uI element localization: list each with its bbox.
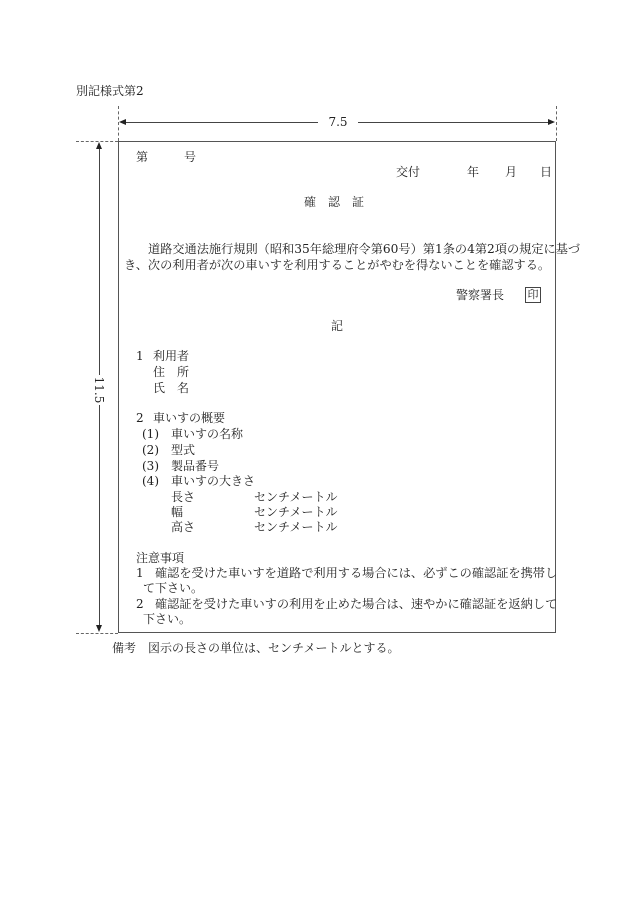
size-width-label: 幅: [171, 505, 184, 519]
year-label: 年: [467, 165, 480, 179]
seal-stamp: 印: [525, 287, 541, 303]
signatory: 警察署長: [456, 288, 505, 302]
form-label: 別記様式第2: [76, 84, 144, 98]
section1-number: 1: [136, 349, 144, 363]
notes-title: 注意事項: [136, 551, 185, 565]
number-prefix: 第: [136, 150, 149, 164]
size-height-label: 高さ: [171, 520, 196, 534]
certificate-title: 確 認 証: [304, 195, 365, 209]
item-num-1: (1): [142, 427, 159, 441]
arrow-right-icon: [548, 119, 555, 125]
issued-label: 交付: [396, 165, 421, 179]
size-length-label: 長さ: [171, 490, 196, 504]
size-width-unit: センチメートル: [254, 505, 338, 519]
item-label-2: 型式: [171, 443, 196, 457]
size-height-unit: センチメートル: [254, 520, 338, 534]
item-label-4: 車いすの大きさ: [171, 474, 256, 488]
note-1-number: 1: [136, 566, 144, 580]
item-num-4: (4): [142, 474, 159, 488]
note-1-line2: て下さい。: [143, 581, 204, 595]
section2-title: 車いすの概要: [153, 411, 226, 425]
section2-number: 2: [136, 411, 144, 425]
item-label-1: 車いすの名称: [171, 427, 244, 441]
section1-title: 利用者: [153, 349, 190, 363]
field-address: 住 所: [153, 365, 190, 379]
arrow-down-icon: [96, 625, 102, 632]
width-dimension-label: 7.5: [318, 115, 358, 129]
note-2-line2: 下さい。: [143, 612, 192, 626]
day-label: 日: [540, 165, 553, 179]
body-line-2: き、次の利用者が次の車いすを利用することがやむを得ないことを確認する。: [124, 258, 551, 272]
height-dimension-label: 11.5: [89, 375, 109, 405]
arrow-up-icon: [96, 142, 102, 149]
dim-guide-right: [556, 106, 557, 141]
item-num-2: (2): [142, 443, 159, 457]
body-line-1: 道路交通法施行規則（昭和35年総理府令第60号）第1条の4第2項の規定に基づ: [148, 242, 581, 256]
note-2-number: 2: [136, 597, 144, 611]
dim-guide-bottom: [76, 633, 118, 634]
item-label-3: 製品番号: [171, 459, 220, 473]
arrow-left-icon: [119, 119, 126, 125]
size-length-unit: センチメートル: [254, 490, 338, 504]
note-1-line1: 確認を受けた車いすを道路で利用する場合には、必ずこの確認証を携帯し: [155, 566, 558, 580]
field-name: 氏 名: [153, 381, 190, 395]
note-2-line1: 確認証を受けた車いすの利用を止めた場合は、速やかに確認証を返納して: [155, 597, 558, 611]
item-num-3: (3): [142, 459, 159, 473]
ki-label: 記: [331, 319, 344, 333]
month-label: 月: [505, 165, 518, 179]
number-suffix: 号: [184, 150, 197, 164]
remarks: 備考 図示の長さの単位は、センチメートルとする。: [112, 641, 400, 655]
